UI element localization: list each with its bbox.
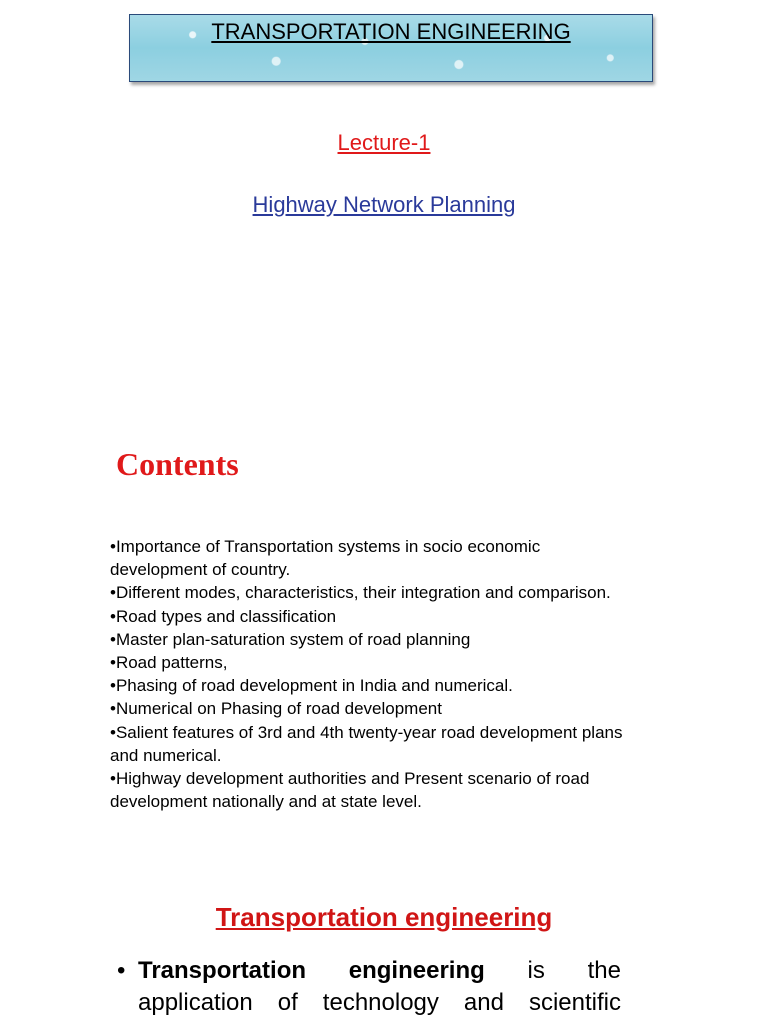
bullet-marker: • (117, 957, 126, 984)
contents-item: •Importance of Transportation systems in socio economic development of country. (110, 537, 541, 580)
contents-item: •Road types and classification (110, 606, 337, 626)
definition-term: Transportation engineering (138, 957, 485, 984)
lecture-number: Lecture-1 (337, 130, 431, 155)
contents-item: •Salient features of 3rd and 4th twenty-year road development plans and numerical. (110, 722, 623, 765)
contents-item: •Numerical on Phasing of road development (110, 699, 442, 719)
contents-item: •Road patterns, (110, 653, 228, 673)
section-heading: Transportation engineering (215, 902, 553, 932)
contents-item: •Highway development authorities and Present scenario of road development nationally and at state level. (110, 769, 590, 812)
definition-text (138, 955, 621, 1019)
definition-rest: is the application of technology and scientific (138, 957, 622, 1016)
contents-heading: Contents (116, 446, 239, 482)
lecture-subtitle: Highway Network Planning (252, 192, 516, 217)
contents-item: •Master plan-saturation system of road planning (110, 629, 471, 649)
definition-paragraph (117, 955, 621, 1019)
contents-item: •Different modes, characteristics, their integration and comparison. (110, 583, 611, 603)
document-title: TRANSPORTATION ENGINEERING (211, 19, 571, 44)
contents-item: •Phasing of road development in India and numerical. (110, 676, 513, 696)
contents-list (110, 535, 640, 813)
title-banner (129, 14, 653, 82)
